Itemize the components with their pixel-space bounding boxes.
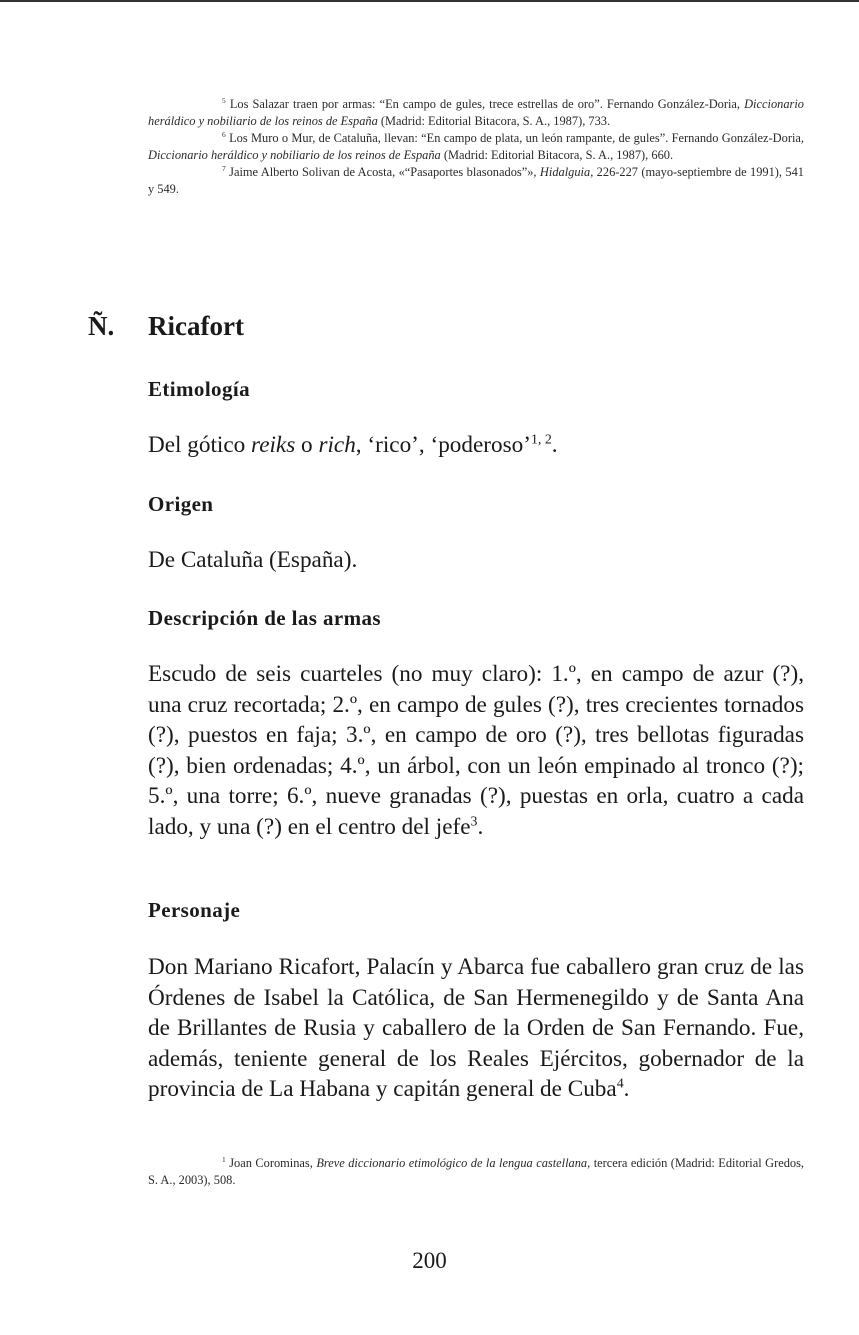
footnote-7-title: Hidalguia: [539, 165, 591, 179]
footnote-ref-1-2: 1, 2: [530, 432, 552, 448]
heading-personaje: Personaje: [148, 898, 241, 922]
footnote-1-number: 1: [222, 1154, 226, 1164]
footnote-1-text-end: , tercera edición (Madrid: Editorial Gredos, S. A., 2003), 508.: [148, 1156, 804, 1187]
footnote-6-text: Los Muro o Mur, de Cataluña, llevan: “En campo de plata, un león rampante, de gules”. Fernando González-Doria,: [229, 131, 804, 145]
footnote-ref-4: 4: [616, 1076, 624, 1092]
footnote-1: [148, 1155, 804, 1189]
footnote-7-text-end: , 226-227 (mayo-septiembre de 1991), 541 y 549.: [148, 165, 805, 196]
heading-etimologia: Etimología: [148, 377, 250, 401]
etimologia-text-end: .: [551, 432, 558, 458]
bottom-footnotes: [148, 1155, 804, 1189]
etimologia-text-c: , ‘rico’, ‘poderoso’: [355, 432, 531, 458]
footnote-1-text: Joan Corominas,: [229, 1156, 317, 1170]
heading-origen: Origen: [148, 492, 214, 516]
footnote-5: [148, 96, 804, 130]
personaje-body: Don Mariano Ricafort, Palacín y Abarca fue caballero gran cruz de las Órdenes de Isabel la Católica, de San Hermenegildo y de Santa Ana de Brillantes de Rusia y caballero de la Orden de San Fernando. Fue, además, teniente general de los Reales Ejércitos, gobernador de la provincia de La Habana y capitán general de Cuba: [148, 954, 804, 1102]
footnote-6-text-end: (Madrid: Editorial Bitacora, S. A., 1987), 660.: [440, 148, 674, 162]
footnote-5-title: Diccionario heráldico y nobiliario de los reinos de España: [148, 97, 804, 128]
footnote-7-text: Jaime Alberto Solivan de Acosta, «“Pasaportes blasonados”»,: [229, 165, 540, 179]
page-number: 200: [412, 1248, 447, 1273]
footnote-5-text-end: (Madrid: Editorial Bitacora, S. A., 1987), 733.: [377, 114, 611, 128]
footnote-6: [148, 130, 804, 164]
descripcion-body: Escudo de seis cuarteles (no muy claro): 1.º, en campo de azur (?), una cruz recortada; 2.º, en campo de gules (?), tres crecientes tornados (?), puestos en faja; 3.º, en campo de oro (?), tres bellotas figuradas (?), bien ordenadas; 4.º, un árbol, con un león empinado al tronco (?); 5.º, una torre; 6.º, nueve granadas (?), puestas en orla, cuatro a cada lado, y una (?) en el centro del jefe: [148, 661, 804, 840]
etimologia-word-rich: rich: [318, 432, 356, 458]
etimologia-text-a: Del gótico: [148, 432, 252, 458]
footnote-7: [148, 164, 804, 198]
descripcion-end: .: [477, 813, 484, 840]
heading-descripcion: Descripción de las armas: [148, 606, 381, 630]
section-title: Ricafort: [148, 311, 244, 341]
footnote-ref-3: 3: [470, 813, 478, 829]
personaje-text: [148, 952, 804, 1105]
etimologia-text: [148, 430, 804, 461]
footnote-6-number: 6: [222, 129, 226, 139]
etimologia-word-reiks: reiks: [251, 432, 296, 458]
footnote-1-title: Breve diccionario etimológico de la lengua castellana: [316, 1156, 588, 1170]
descripcion-text: [148, 659, 804, 842]
footnote-7-number: 7: [222, 163, 226, 173]
top-footnotes: [148, 96, 804, 198]
personaje-end: .: [623, 1076, 630, 1102]
origen-text: De Cataluña (España).: [148, 547, 358, 573]
top-rule: [0, 0, 859, 2]
section-letter: Ñ.: [88, 311, 115, 341]
footnote-5-text: Los Salazar traen por armas: “En campo de gules, trece estrellas de oro”. Fernando González-Doria,: [229, 97, 745, 111]
etimologia-text-b: o: [295, 432, 319, 458]
footnote-6-title: Diccionario heráldico y nobiliario de los reinos de España: [148, 148, 441, 162]
footnote-5-number: 5: [222, 95, 226, 105]
